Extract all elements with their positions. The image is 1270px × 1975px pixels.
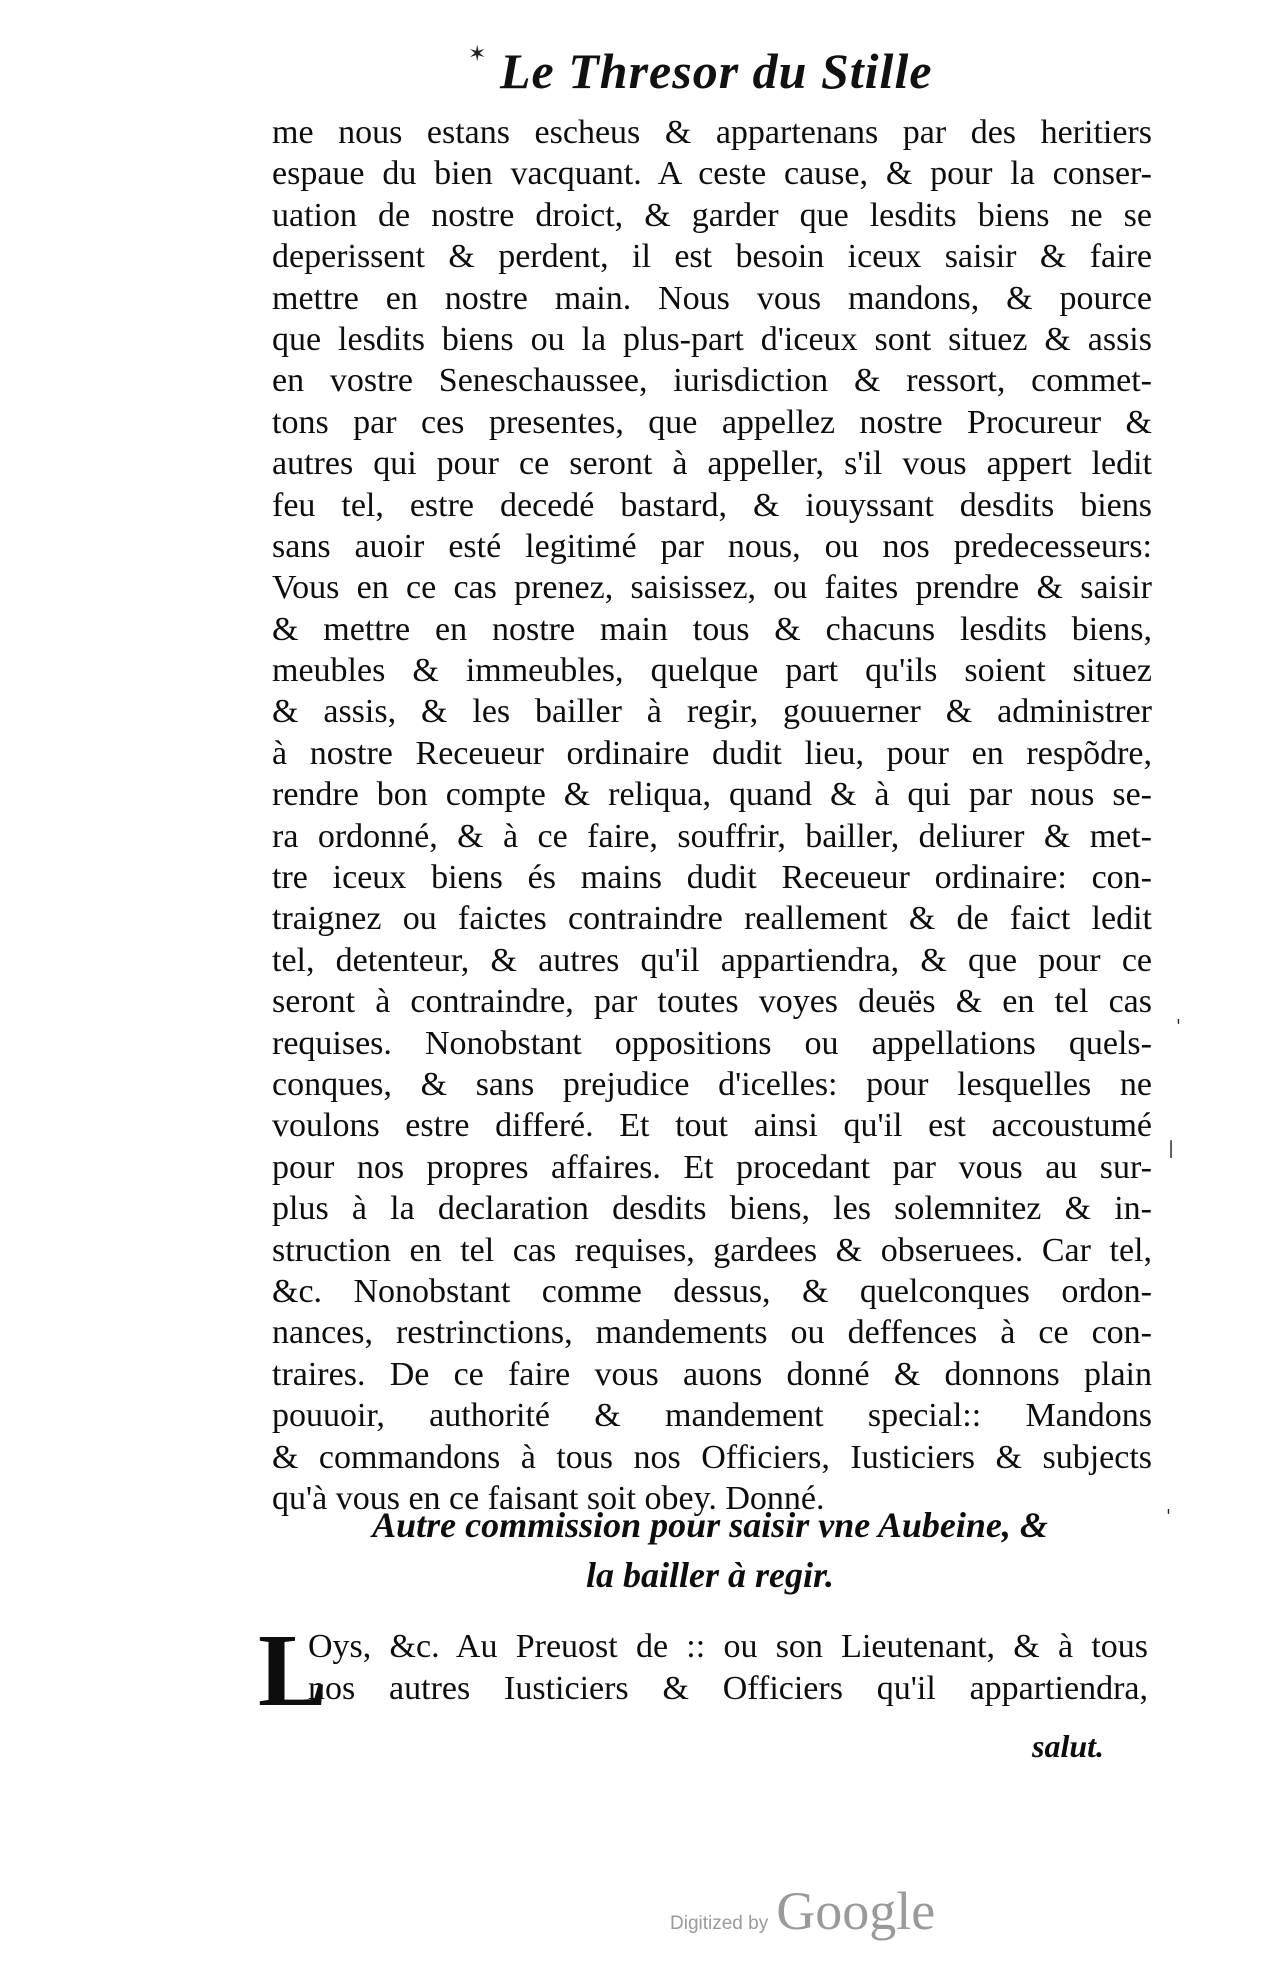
- margin-speck: ': [1166, 1506, 1171, 1527]
- text-line: & assis, & les bailler à regir, gouuerner & administrer: [272, 693, 1152, 731]
- text-line: requises. Nonobstant oppositions ou appellations quels-: [272, 1024, 1152, 1062]
- text-line: seront à contraindre, par toutes voyes deuës & en tel cas: [272, 983, 1152, 1021]
- text-line: & commandons à tous nos Officiers, Iusticiers & subjects: [272, 1438, 1152, 1476]
- text-line: tons par ces presentes, que appellez nostre Procureur &: [272, 403, 1152, 441]
- text-line: Vous en ce cas prenez, saisissez, ou faites prendre & saisir: [272, 569, 1152, 607]
- text-line: rendre bon compte & reliqua, quand & à qui par nous se-: [272, 776, 1152, 814]
- margin-speck: |: [1168, 1138, 1175, 1159]
- text-line: traignez ou faictes contraindre reallement & de faict ledit: [272, 900, 1152, 938]
- text-line: struction en tel cas requises, gardees & obseruees. Car tel,: [272, 1231, 1152, 1269]
- section-heading-line-1: Autre commission pour saisir vne Aubeine, &: [372, 1505, 1048, 1545]
- text-line: espaue du bien vacquant. A ceste cause, & pour la conser-: [272, 155, 1152, 193]
- paragraph-line-1: Oys, &c. Au Preuost de :: ou son Lieutenant, & à tous: [308, 1628, 1148, 1665]
- text-line: pouuoir, authorité & mandement special:: Mandons: [272, 1397, 1152, 1435]
- text-line: & mettre en nostre main tous & chacuns lesdits biens,: [272, 610, 1152, 648]
- printers-mark: ✶: [468, 42, 487, 67]
- text-line: en vostre Seneschaussee, iurisdiction & ressort, commet-: [272, 362, 1152, 400]
- text-line: qu'à vous en ce faisant soit obey. Donné.: [272, 1479, 825, 1517]
- text-line: uation de nostre droict, & garder que lesdits biens ne se: [272, 196, 1152, 234]
- text-line: ra ordonné, & à ce faire, souffrir, bailler, deliurer & met-: [272, 817, 1152, 855]
- text-line: tel, detenteur, & autres qu'il appartiendra, & que pour ce: [272, 941, 1152, 979]
- text-line: tre iceux biens és mains dudit Receueur ordinaire: con-: [272, 859, 1152, 897]
- text-line: meubles & immeubles, quelque part qu'ils soient situez: [272, 652, 1152, 690]
- text-line: que lesdits biens ou la plus-part d'iceux sont situez & assis: [272, 320, 1152, 358]
- text-line: à nostre Receueur ordinaire dudit lieu, pour en respõdre,: [272, 734, 1152, 772]
- text-line: sans auoir esté legitimé par nous, ou nos predecesseurs:: [272, 527, 1152, 565]
- section-heading: [280, 1500, 1140, 1600]
- text-line: plus à la declaration desdits biens, les solemnitez & in-: [272, 1190, 1152, 1228]
- text-line: pour nos propres affaires. Et procedant par vous au sur-: [272, 1148, 1152, 1186]
- running-head: Le Thresor du Stille: [500, 43, 933, 99]
- watermark-prefix: Digitized by: [670, 1913, 769, 1934]
- text-line: &c. Nonobstant comme dessus, & quelconques ordon-: [272, 1272, 1152, 1310]
- main-text-block: [272, 112, 1152, 1519]
- text-line: traires. De ce faire vous auons donné & donnons plain: [272, 1355, 1152, 1393]
- margin-speck: ': [1176, 1016, 1181, 1037]
- digitization-watermark: [670, 1880, 935, 1942]
- google-logo: Google: [776, 1881, 936, 1941]
- drop-cap: L: [258, 1613, 328, 1728]
- text-line: feu tel, estre decedé bastard, & iouyssant desdits biens: [272, 486, 1152, 524]
- text-line: mettre en nostre main. Nous vous mandons, & pource: [272, 279, 1152, 317]
- text-line: autres qui pour ce seront à appeller, s'il vous appert ledit: [272, 445, 1152, 483]
- catchword: salut.: [1032, 1728, 1105, 1764]
- text-line: deperissent & perdent, il est besoin iceux saisir & faire: [272, 238, 1152, 276]
- text-line: conques, & sans prejudice d'icelles: pour lesquelles ne: [272, 1065, 1152, 1103]
- section-heading-line-2: la bailler à regir.: [585, 1555, 834, 1595]
- text-line: nances, restrinctions, mandements ou deffences à ce con-: [272, 1314, 1152, 1352]
- new-paragraph: [258, 1613, 1158, 1772]
- text-line: voulons estre differé. Et tout ainsi qu'il est accoustumé: [272, 1107, 1152, 1145]
- paragraph-line-2: nos autres Iusticiers & Officiers qu'il appartiendra,: [308, 1670, 1148, 1707]
- text-line: me nous estans escheus & appartenans par des heritiers: [272, 114, 1152, 151]
